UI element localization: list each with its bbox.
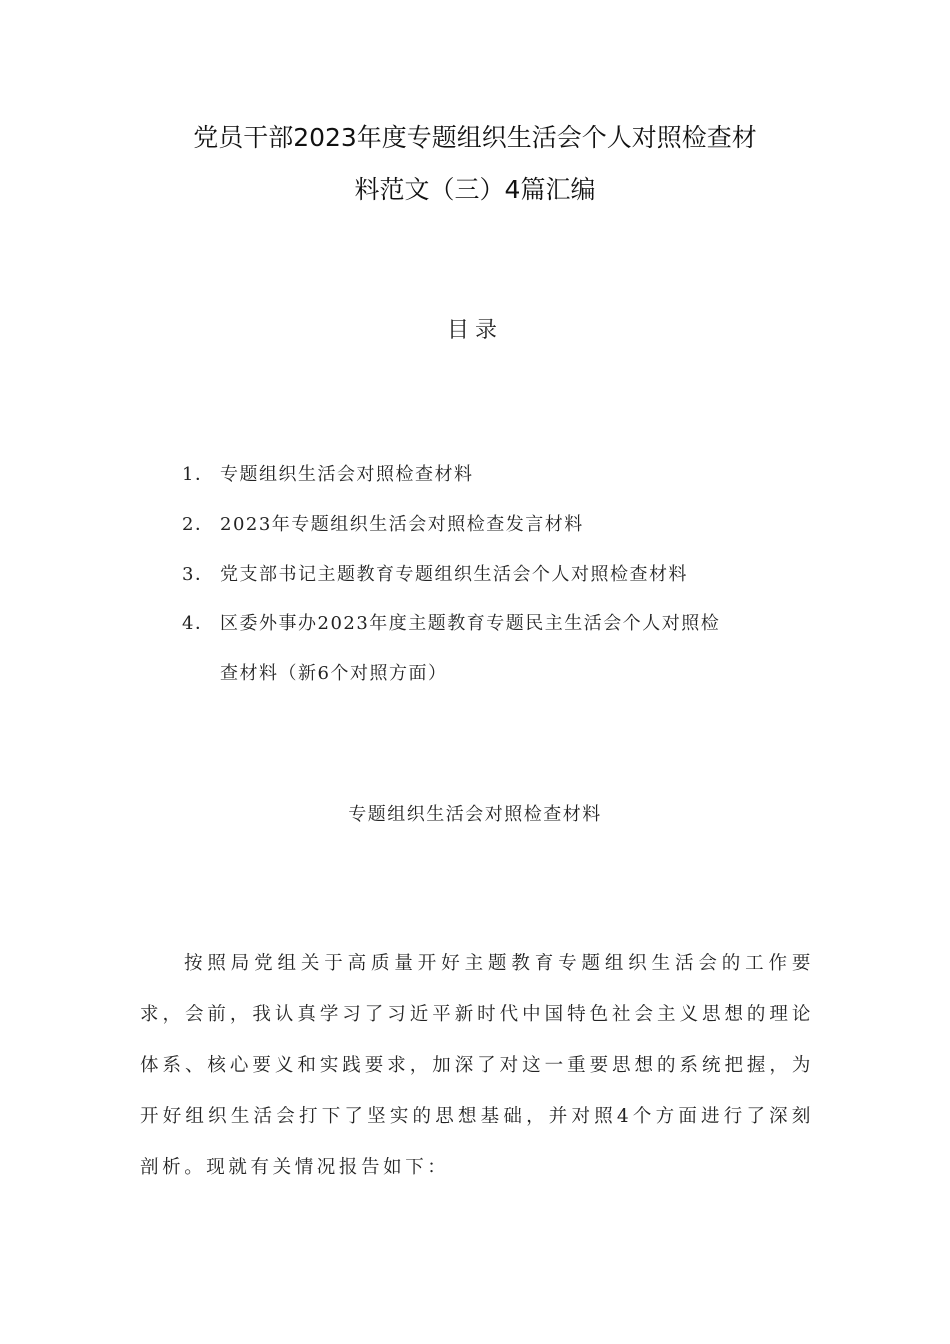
toc-item-4 (182, 609, 814, 635)
toc-item-number: 4． (182, 613, 215, 634)
toc-item-number: 2． (182, 514, 215, 535)
toc-item-text: 区委外事办2023年度主题教育专题民主生活会个人对照检 (220, 613, 721, 634)
section-title: 专题组织生活会对照检查材料 (348, 804, 602, 825)
body-paragraph: 按照局党组关于高质量开好主题教育专题组织生活会的工作要求，会前，我认真学习了习近平新时代中国特色社会主义思想的理论体系、核心要义和实践要求，加深了对这一重要思想的系统把握，为开好组织生活会打下了坚实的思想基础，并对照4个方面进行了深刻剖析。现就有关情况报告如下： (140, 953, 814, 1178)
toc-item-2 (182, 510, 814, 536)
toc-item-text: 2023年专题组织生活会对照检查发言材料 (220, 514, 584, 535)
toc-item-4-continuation: 查材料（新6个对照方面） (220, 663, 448, 684)
toc-item-number: 3． (182, 564, 215, 585)
toc-item-number: 1． (182, 464, 215, 485)
toc-heading: 目录 (446, 318, 503, 343)
toc-item-3 (182, 560, 814, 586)
document-title-line-2: 料范文（三）4篇汇编 (354, 175, 596, 204)
toc-item-text: 专题组织生活会对照检查材料 (220, 464, 474, 485)
toc-item-1 (182, 460, 814, 486)
toc-item-text: 党支部书记主题教育专题组织生活会个人对照检查材料 (220, 564, 688, 585)
document-title-line-1: 党员干部2023年度专题组织生活会个人对照检查材 (193, 123, 757, 152)
